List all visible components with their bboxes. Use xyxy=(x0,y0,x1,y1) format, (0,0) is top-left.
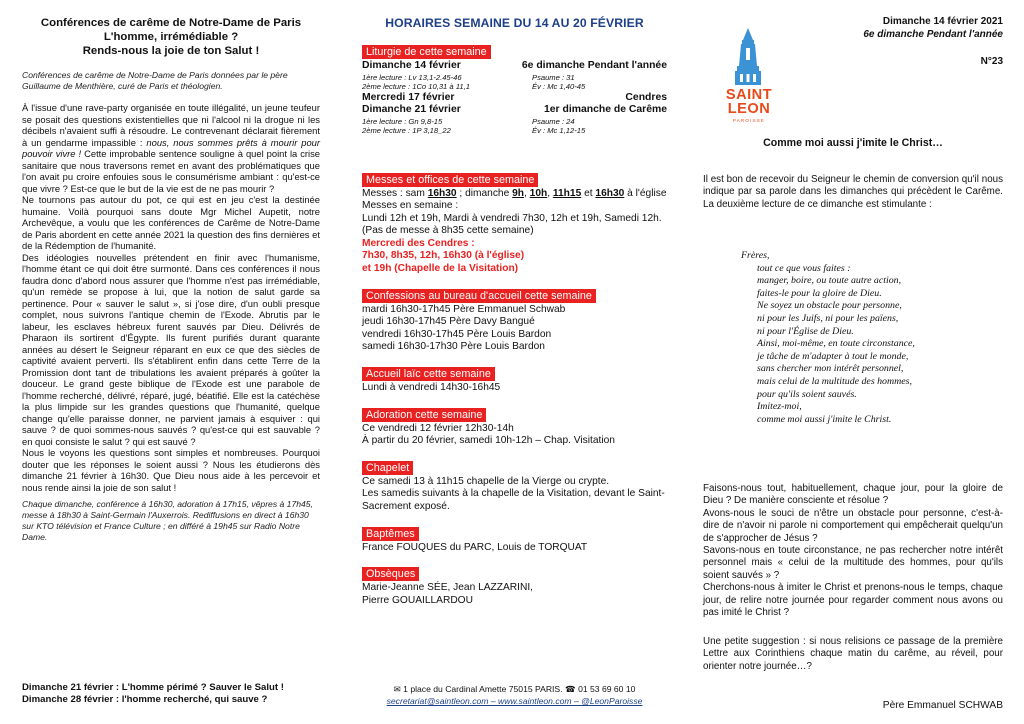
logo-subtitle: PAROISSE xyxy=(732,118,766,123)
time: 10h xyxy=(529,187,548,199)
phone: 01 53 69 60 10 xyxy=(578,684,636,694)
day-label: Dimanche 14 février xyxy=(362,60,461,71)
quote-line: Frères, xyxy=(741,250,770,261)
funerals-body xyxy=(362,582,667,607)
quote-line: faites-le pour la gloire de Dieu. xyxy=(757,287,882,299)
section-heading: Messes et offices de cette semaine xyxy=(362,173,538,187)
reading-row xyxy=(362,117,667,127)
text: Messes : sam xyxy=(362,187,425,199)
logo-word-1: SAINT xyxy=(725,87,773,103)
section-heading: Confessions au bureau d'accueil cette semaine xyxy=(362,289,596,303)
left-column xyxy=(22,16,320,553)
adoration-section xyxy=(362,405,667,448)
quote-line: Ne soyez un obstacle pour personne, xyxy=(757,300,902,312)
reading-row xyxy=(362,126,667,136)
address-line xyxy=(362,683,667,695)
title-line-3: Rends-nous la joie de ton Salut ! xyxy=(82,45,260,57)
issue-number: N°23 xyxy=(980,56,1003,67)
conference-title xyxy=(22,16,320,58)
quote-line: Ainsi, moi-même, en toute circonstance, xyxy=(757,338,915,350)
time: 9h xyxy=(512,187,524,199)
quote-line: ni pour l'Église de Dieu. xyxy=(757,325,854,337)
reading-psalm: Psaume : 24 xyxy=(532,116,575,126)
question: Cherchons-nous à imiter le Christ et prenons-nous le temps, chaque jour, de relire notre journée pour regarder comment nous avons ou pas imité le Christ ? xyxy=(703,582,1003,619)
question: Avons-nous le souci de n'être un obstacle pour personne, c'est-à-dire de n'avoir ni parole ni comportement qui empêcherait quelqu'un de s'approcher de Jésus ? xyxy=(703,507,1003,544)
adoration-body xyxy=(362,423,667,448)
church-spire-icon xyxy=(713,26,783,88)
section-heading: Liturgie de cette semaine xyxy=(362,45,491,59)
quote-line: ni pour les Juifs, ni pour les païens, xyxy=(757,312,899,324)
confessions-section xyxy=(362,286,667,354)
reading-psalm: Psaume : 31 xyxy=(532,72,575,82)
quote-line: mais celui de la multitude des hommes, xyxy=(757,375,912,387)
ash-wednesday-title: Mercredi des Cendres : xyxy=(362,237,475,249)
section-heading: Accueil laïc cette semaine xyxy=(362,367,495,381)
reading-gospel: Év : Mc 1,12-15 xyxy=(532,126,586,135)
quote-line: je tâche de m'adapter à tout le monde, xyxy=(757,350,909,362)
day-label: Dimanche 21 février xyxy=(362,104,461,115)
logo-wordmark xyxy=(719,88,779,116)
quote-line: manger, boire, ou toute autre action, xyxy=(757,275,902,287)
time: 11h15 xyxy=(552,187,582,199)
welcome-hours: Lundi à vendredi 14h30-16h45 xyxy=(362,382,501,394)
list-item: samedi 16h30-17h30 Père Louis Bardon xyxy=(362,341,545,353)
list-item: Ce vendredi 12 février 12h30-14h xyxy=(362,422,514,434)
date-line: Dimanche 14 février 2021 xyxy=(882,16,1003,27)
quote-line: Imitez-moi, xyxy=(757,401,802,413)
spacer xyxy=(362,146,667,170)
list-item: mardi 16h30-17h45 Père Emmanuel Schwab xyxy=(362,303,566,315)
middle-column xyxy=(362,16,667,617)
quote-line: sans chercher mon intérêt personnel, xyxy=(757,363,904,375)
reading-first: 1ère lecture : Lv 13,1-2.45-46 xyxy=(362,72,462,82)
list-item: À partir du 20 février, samedi 10h-12h – Chap. Visitation xyxy=(362,435,615,447)
reading-second: 2ème lecture : 1P 3,18_22 xyxy=(362,126,451,135)
masses-weekday-label: Messes en semaine : xyxy=(362,200,459,212)
paragraph-3: Des idéologies nouvelles prétendent en finir avec l'humanisme, l'homme étant ce qui doit être surmonté. Dans ces conférences il nous faudra donc d'abord nous assurer que l'homme n'est pas irrémédiable, qu'un remède se propose à lui, que la notion de salut garde sa pertinence. Pour « sauver le salut », si j'ose dire, d'un oubli presque complet, nous suivrons l'antique chemin de l'Exode. Abrutis par le labeur, les esclaves hébreux furent sauvés par Dieu. Délivrés de Pharaon ils sortirent d'Égypte. Ils furent purifiés durant quarante années au désert le Seigneur réparant en eux ce que des siècles de captivité avaient perverti. Ils s'établirent enfin dans cette Terre de la Promission dont tant de tribulations les avaient préparés à goûter la douceur. Le grand geste biblique de l'Exode est une parabole de l'homme recherché, délivré, réparé, jugé, béatifié. Elle est la catéchèse la plus limpide sur les grandes questions que l'humanité, quelque change qu'elle paraisse donner, ne parvient jamais à esquiver : qui sauve ? de quoi sommes-nous sauvés ? qu'est-ce qui est sauvable ? en quoi consiste le salut ? qui est sauvé ? xyxy=(22,251,320,447)
editorial-intro: Il est bon de recevoir du Seigneur le chemin de conversion qu'il nous indique par sa parole dans les dimanches qui précèdent le Carême. La deuxième lecture de ce dimanche est stimulante : xyxy=(703,174,1003,210)
liturgy-section xyxy=(362,42,667,136)
conference-date-2: Dimanche 28 février : l'homme recherché, qui sauve ? xyxy=(22,694,268,705)
quote-line: pour qu'ils soient sauvés. xyxy=(757,388,857,400)
day-celebration: 1er dimanche de Carême xyxy=(543,104,667,115)
masses-body xyxy=(362,188,667,276)
funerals-section xyxy=(362,564,667,607)
list-item: Les samedis suivants à la chapelle de la Visitation, devant le Saint-Sacrement exposé. xyxy=(362,488,665,512)
schedule-header: HORAIRES SEMAINE DU 14 AU 20 FÉVRIER xyxy=(385,16,644,30)
welcome-section xyxy=(362,364,667,395)
bulletin-date xyxy=(863,16,1003,41)
title-line-2: L'homme, irrémédiable ? xyxy=(103,31,239,43)
reflection-questions xyxy=(703,483,1003,619)
confessions-body xyxy=(362,304,667,354)
liturgical-sunday: 6e dimanche Pendant l'année xyxy=(863,28,1003,40)
rosary-body xyxy=(362,476,667,514)
logo-word-2: LEON xyxy=(727,101,771,117)
text: et xyxy=(584,187,593,199)
baptisms-section xyxy=(362,524,667,555)
paragraph-1b: Cette improbable sentence souligne à quel point la crise sanitaire que nous traversons remet en avant des problématiques que l'on avait pu croire enfouies sous le consumérisme ambiant : qu'est-ce que vivre ? Est-ce que le but de la vie est de ne pas mourir ? xyxy=(22,148,321,194)
list-item: Marie-Jeanne SÉE, Jean LAZZARINI, xyxy=(362,582,533,594)
suggestion-paragraph: Une petite suggestion : si nous relisions ce passage de la première Lettre aux Corinthiens chaque matin du carême, au réveil, pour orienter notre journée…? xyxy=(703,636,1003,672)
ash-wednesday-times-2: et 19h (Chapelle de la Visitation) xyxy=(362,263,519,275)
title-line-1: Conférences de carême de Notre-Dame de Paris xyxy=(40,17,302,29)
phone-icon: ☎ xyxy=(564,684,576,694)
day-celebration: Cendres xyxy=(625,91,667,103)
list-item: jeudi 16h30-17h45 Père Davy Bangué xyxy=(362,316,535,328)
parish-logo xyxy=(713,26,783,126)
list-item: Pierre GOUAILLARDOU xyxy=(362,594,473,606)
list-item: Ce samedi 13 à 11h15 chapelle de la Vierge ou crypte. xyxy=(362,475,610,487)
text: ; dimanche xyxy=(459,187,510,199)
quote-line: tout ce que vous faites : xyxy=(757,262,851,274)
paragraph-1 xyxy=(22,102,320,194)
liturgy-day-row xyxy=(362,92,667,105)
envelope-icon: ✉ xyxy=(393,684,401,694)
schedule-note: Chaque dimanche, conférence à 16h30, adoration à 17h15, vêpres à 17h45, messe à 18h30 à Saint-Germain l'Auxerrois. Rediffusions en direct à 16h30 sur KTO télévision et France Culture ; en différé à 19h45 sur Radio Notre Dame. xyxy=(22,499,313,542)
ash-wednesday-times-1: 7h30, 8h35, 12h, 16h30 (à l'église) xyxy=(362,250,525,262)
reading-first: 1ère lecture : Gn 9,8-15 xyxy=(362,116,443,126)
scripture-quote xyxy=(741,250,991,426)
question: Savons-nous en toute circonstance, ne pas rechercher notre intérêt personnel mais « celui de la multitude des hommes, pour qu'ils soient sauvés » ? xyxy=(703,545,1003,581)
reading-row xyxy=(362,82,667,92)
list-item: vendredi 16h30-17h45 Père Louis Bardon xyxy=(362,328,552,340)
paragraph-1a: À l'issue d'une rave-party organisée en toute illégalité, un jeune teufeur se posait des questions existentielles que ni l'alcool ni la drogue ni les décibels n'avaient suffi à résoudre. Le contrevenant déclarait fièrement à un gendarme impassible : xyxy=(22,102,320,148)
paragraph-2: Ne tournons pas autour du pot, ce qui est en jeu c'est la destinée humaine. Voilà pourquoi sans doute Mgr Michel Aupetit, notre Archevêque, a voulu que les conférences de Carême de Notre-Dame de Paris abordent en cette année 2021 la question des fins dernières et de la Rédemption de l'humanité. xyxy=(22,194,320,251)
masses-weekend-line: Messes : sam 16h30 ; dimanche 9h, 10h, 11h15 et 16h30 à l'église xyxy=(362,187,667,199)
masses-section xyxy=(362,170,667,276)
quote-line: comme moi aussi j'imite le Christ. xyxy=(757,413,892,425)
liturgy-day-row xyxy=(362,104,667,117)
rosary-section xyxy=(362,458,667,514)
reading-row xyxy=(362,73,667,83)
day-label: Mercredi 17 février xyxy=(362,91,455,103)
editorial-title: Comme moi aussi j'imite le Christ… xyxy=(763,137,943,149)
conference-dates xyxy=(22,682,322,706)
reading-second: 2ème lecture : 1Co 10,31 à 11,1 xyxy=(362,82,470,91)
paragraph-4: Nous le voyons les questions sont simples et nombreuses. Pourquoi douter que les réponses le soient aussi ? Nous les étudierons dès dimanche 21 février à 16h30. Que Dieu nous aide à les percevoir et nous rende ainsi la joie de son salut ! xyxy=(22,447,320,493)
signature: Père Emmanuel SCHWAB xyxy=(882,700,1003,711)
section-heading: Adoration cette semaine xyxy=(362,408,486,422)
contact-links[interactable]: secretariat@saintleon.com – www.saintleon.com – @LeonParoisse xyxy=(386,696,643,706)
time: 16h30 xyxy=(427,187,457,199)
section-heading: Baptêmes xyxy=(362,527,419,541)
section-heading: Chapelet xyxy=(362,461,413,475)
question: Faisons-nous tout, habituellement, chaque jour, pour la gloire de Dieu ? De manière consciente et résolue ? xyxy=(703,483,1003,507)
conference-date-1: Dimanche 21 février : L'homme périmé ? Sauver le Salut ! xyxy=(22,682,284,693)
paragraph-1-quote: nous, nous sommes prêts à mourir pour pouvoir vivre ! xyxy=(22,136,321,159)
text: à l'église xyxy=(627,187,667,199)
intro-note: Conférences de carême de Notre-Dame de Paris données par le père Guillaume de Menthière, curé de Paris et théologien. xyxy=(22,70,288,91)
address: 1 place du Cardinal Amette 75015 PARIS. xyxy=(403,684,563,694)
reading-gospel: Év : Mc 1,40-45 xyxy=(532,82,586,91)
day-celebration: 6e dimanche Pendant l'année xyxy=(521,60,667,71)
liturgy-day-row xyxy=(362,60,667,73)
time: 16h30 xyxy=(595,187,625,199)
baptisms-names: France FOUQUES du PARC, Louis de TORQUAT xyxy=(362,541,588,553)
contact-footer xyxy=(362,683,667,707)
masses-weekday-times: Lundi 12h et 19h, Mardi à vendredi 7h30, 12h et 19h, Samedi 12h. (Pas de messe à 8h35 cette semaine) xyxy=(362,212,662,237)
section-heading: Obsèques xyxy=(362,567,419,581)
article-body xyxy=(22,102,320,493)
